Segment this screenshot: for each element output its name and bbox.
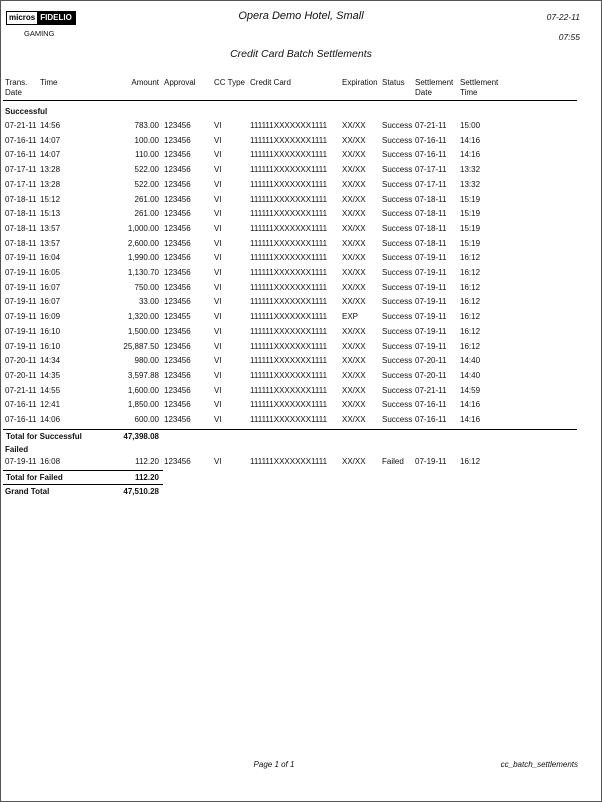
credit-card-cell: 111111XXXXXXX1111 xyxy=(250,179,328,189)
status-cell: Success xyxy=(382,385,413,395)
settlement-date-cell: 07-19-11 xyxy=(415,457,447,466)
cc-type-cell: VI xyxy=(214,312,222,322)
cc-type-cell: VI xyxy=(214,356,222,366)
status-cell: Success xyxy=(382,253,413,263)
table-row xyxy=(0,312,602,326)
settlement-time-cell: 16:12 xyxy=(460,341,481,351)
table-row xyxy=(0,342,602,356)
grand-total-amount: 47,510.28 xyxy=(123,487,159,496)
time-cell: 15:13 xyxy=(40,209,61,219)
section-failed-label: Failed xyxy=(5,445,29,454)
settlement-time-cell: 15:19 xyxy=(460,209,481,219)
status-cell: Success xyxy=(382,400,413,410)
table-row xyxy=(0,180,602,194)
approval-cell: 123456 xyxy=(164,356,191,366)
expiration-cell: XX/XX xyxy=(342,297,366,307)
trans-date-cell: 07-16-11 xyxy=(5,135,37,145)
col-amount: Amount xyxy=(131,78,159,87)
trans-date-cell: 07-17-11 xyxy=(5,165,37,175)
settlement-time-cell: 13:32 xyxy=(460,165,481,175)
settlement-date-cell: 07-18-11 xyxy=(415,209,447,219)
status-cell: Failed xyxy=(382,457,404,466)
settlement-time-cell: 16:12 xyxy=(460,297,481,307)
report-time: 07:55 xyxy=(558,32,580,42)
settlement-time-cell: 14:16 xyxy=(460,135,481,145)
table-row xyxy=(0,195,602,209)
approval-cell: 123456 xyxy=(164,268,191,277)
cc-type-cell: VI xyxy=(214,400,222,410)
amount-cell: 261.00 xyxy=(134,194,159,204)
time-cell: 14:07 xyxy=(40,135,61,145)
trans-date-cell: 07-21-11 xyxy=(5,121,37,130)
settlement-time-cell: 15:19 xyxy=(460,194,481,204)
settlement-date-cell: 07-21-11 xyxy=(415,385,447,395)
status-cell: Success xyxy=(382,121,413,130)
table-row xyxy=(0,121,602,135)
col-status: Status xyxy=(382,78,405,87)
table-row xyxy=(0,136,602,150)
cc-type-cell: VI xyxy=(214,179,222,189)
time-cell: 14:56 xyxy=(40,121,61,130)
credit-card-cell: 111111XXXXXXX1111 xyxy=(250,326,328,336)
table-row xyxy=(0,209,602,223)
table-row xyxy=(0,356,602,370)
time-cell: 14:34 xyxy=(40,356,61,366)
amount-cell: 1,850.00 xyxy=(127,400,159,410)
trans-date-cell: 07-18-11 xyxy=(5,209,37,219)
settlement-date-cell: 07-16-11 xyxy=(415,415,447,424)
trans-date-cell: 07-19-11 xyxy=(5,457,37,466)
settlement-time-cell: 14:16 xyxy=(460,150,481,160)
time-cell: 16:10 xyxy=(40,326,61,336)
amount-cell: 980.00 xyxy=(134,356,159,366)
expiration-cell: XX/XX xyxy=(342,223,366,233)
trans-date-cell: 07-21-11 xyxy=(5,385,37,395)
cc-type-cell: VI xyxy=(214,282,222,292)
status-cell: Success xyxy=(382,415,413,424)
status-cell: Success xyxy=(382,135,413,145)
settlement-time-cell: 16:12 xyxy=(460,268,481,277)
credit-card-cell: 111111XXXXXXX1111 xyxy=(250,385,328,395)
cc-type-cell: VI xyxy=(214,297,222,307)
status-cell: Success xyxy=(382,165,413,175)
expiration-cell: XX/XX xyxy=(342,150,366,160)
table-row xyxy=(0,224,602,238)
cc-type-cell: VI xyxy=(214,341,222,351)
trans-date-cell: 07-16-11 xyxy=(5,415,37,424)
successful-total-divider xyxy=(3,429,577,430)
trans-date-cell: 07-19-11 xyxy=(5,253,37,263)
time-cell: 13:57 xyxy=(40,238,61,248)
amount-cell: 1,130.70 xyxy=(127,268,159,277)
settlement-time-cell: 14:59 xyxy=(460,385,481,395)
approval-cell: 123456 xyxy=(164,238,191,248)
settlement-time-cell: 14:40 xyxy=(460,356,481,366)
time-cell: 16:07 xyxy=(40,282,61,292)
trans-date-cell: 07-19-11 xyxy=(5,282,37,292)
approval-cell: 123456 xyxy=(164,209,191,219)
time-cell: 16:05 xyxy=(40,268,61,277)
cc-type-cell: VI xyxy=(214,268,222,277)
settlement-date-cell: 07-19-11 xyxy=(415,253,447,263)
cc-type-cell: VI xyxy=(214,209,222,219)
settlement-time-cell: 16:12 xyxy=(460,282,481,292)
expiration-cell: XX/XX xyxy=(342,282,366,292)
cc-type-cell: VI xyxy=(214,194,222,204)
amount-cell: 522.00 xyxy=(134,165,159,175)
approval-cell: 123456 xyxy=(164,400,191,410)
cc-type-cell: VI xyxy=(214,326,222,336)
table-row xyxy=(0,386,602,400)
time-cell: 12:41 xyxy=(40,400,61,410)
settlement-time-cell: 14:16 xyxy=(460,400,481,410)
amount-cell: 1,600.00 xyxy=(127,385,159,395)
approval-cell: 123456 xyxy=(164,415,191,424)
status-cell: Success xyxy=(382,268,413,277)
status-cell: Success xyxy=(382,223,413,233)
trans-date-cell: 07-19-11 xyxy=(5,341,37,351)
table-row xyxy=(0,457,602,471)
cc-type-cell: VI xyxy=(214,135,222,145)
time-cell: 16:07 xyxy=(40,297,61,307)
approval-cell: 123456 xyxy=(164,282,191,292)
successful-total-amount: 47,398.08 xyxy=(123,432,159,441)
table-row xyxy=(0,283,602,297)
status-cell: Success xyxy=(382,312,413,322)
col-settlement-time: Settlement Time xyxy=(460,78,499,97)
credit-card-cell: 111111XXXXXXX1111 xyxy=(250,268,328,277)
credit-card-cell: 111111XXXXXXX1111 xyxy=(250,165,328,175)
expiration-cell: XX/XX xyxy=(342,179,366,189)
status-cell: Success xyxy=(382,238,413,248)
credit-card-cell: 111111XXXXXXX1111 xyxy=(250,282,328,292)
expiration-cell: XX/XX xyxy=(342,121,366,130)
time-cell: 16:04 xyxy=(40,253,61,263)
time-cell: 14:55 xyxy=(40,385,61,395)
settlement-date-cell: 07-16-11 xyxy=(415,400,447,410)
approval-cell: 123456 xyxy=(164,297,191,307)
col-time: Time xyxy=(40,78,58,87)
amount-cell: 25,887.50 xyxy=(123,341,159,351)
approval-cell: 123456 xyxy=(164,179,191,189)
col-approval: Approval xyxy=(164,78,196,87)
expiration-cell: XX/XX xyxy=(342,238,366,248)
expiration-cell: XX/XX xyxy=(342,326,366,336)
cc-type-cell: VI xyxy=(214,253,222,263)
approval-cell: 123456 xyxy=(164,165,191,175)
credit-card-cell: 111111XXXXXXX1111 xyxy=(250,135,328,145)
failed-total-amount: 112.20 xyxy=(134,473,159,482)
amount-cell: 100.00 xyxy=(134,135,159,145)
credit-card-cell: 111111XXXXXXX1111 xyxy=(250,238,328,248)
credit-card-cell: 111111XXXXXXX1111 xyxy=(250,356,328,366)
amount-cell: 3,597.88 xyxy=(127,370,159,380)
cc-type-cell: VI xyxy=(214,223,222,233)
cc-type-cell: VI xyxy=(214,121,222,130)
amount-cell: 522.00 xyxy=(134,179,159,189)
time-cell: 15:12 xyxy=(40,194,61,204)
logo-fidelio-text: FIDELIO xyxy=(37,12,75,24)
trans-date-cell: 07-20-11 xyxy=(5,356,37,366)
expiration-cell: XX/XX xyxy=(342,457,366,466)
col-settlement-date: Settlement Date xyxy=(415,78,454,97)
amount-cell: 110.00 xyxy=(135,150,159,160)
settlement-date-cell: 07-18-11 xyxy=(415,194,447,204)
settlement-date-cell: 07-21-11 xyxy=(415,121,447,130)
credit-card-cell: 111111XXXXXXX1111 xyxy=(250,121,328,130)
status-cell: Success xyxy=(382,209,413,219)
approval-cell: 123456 xyxy=(164,370,191,380)
approval-cell: 123456 xyxy=(164,253,191,263)
cc-type-cell: VI xyxy=(214,385,222,395)
expiration-cell: XX/XX xyxy=(342,253,366,263)
report-subtitle: GAMING xyxy=(24,29,55,38)
approval-cell: 123456 xyxy=(164,135,191,145)
trans-date-cell: 07-19-11 xyxy=(5,312,37,322)
amount-cell: 1,000.00 xyxy=(127,223,159,233)
settlement-time-cell: 16:12 xyxy=(460,253,481,263)
amount-cell: 1,990.00 xyxy=(127,253,159,263)
successful-total-label: Total for Successful xyxy=(6,432,82,441)
credit-card-cell: 111111XXXXXXX1111 xyxy=(250,150,328,160)
settlement-time-cell: 16:12 xyxy=(460,457,481,466)
amount-cell: 783.00 xyxy=(134,121,159,130)
approval-cell: 123456 xyxy=(164,341,191,351)
time-cell: 14:06 xyxy=(40,415,61,424)
settlement-time-cell: 16:12 xyxy=(460,312,481,322)
settlement-time-cell: 15:19 xyxy=(460,223,481,233)
trans-date-cell: 07-17-11 xyxy=(5,179,37,189)
expiration-cell: XX/XX xyxy=(342,194,366,204)
time-cell: 16:09 xyxy=(40,312,61,322)
col-credit-card: Credit Card xyxy=(250,78,291,87)
credit-card-cell: 111111XXXXXXX1111 xyxy=(250,341,328,351)
settlement-time-cell: 15:00 xyxy=(460,121,481,130)
trans-date-cell: 07-19-11 xyxy=(5,326,37,336)
status-cell: Success xyxy=(382,370,413,380)
approval-cell: 123456 xyxy=(164,385,191,395)
hotel-name: Opera Demo Hotel, Small xyxy=(238,10,364,22)
credit-card-cell: 111111XXXXXXX1111 xyxy=(250,194,328,204)
report-date: 07-22-11 xyxy=(546,12,580,22)
status-cell: Success xyxy=(382,341,413,351)
table-row xyxy=(0,268,602,282)
credit-card-cell: 111111XXXXXXX1111 xyxy=(250,400,328,410)
settlement-date-cell: 07-19-11 xyxy=(415,326,447,336)
settlement-date-cell: 07-18-11 xyxy=(415,223,447,233)
status-cell: Success xyxy=(382,150,413,160)
header-divider xyxy=(3,100,577,101)
amount-cell: 33.00 xyxy=(138,297,159,307)
status-cell: Success xyxy=(382,356,413,366)
logo-micros-text: micros xyxy=(9,13,36,22)
settlement-time-cell: 15:19 xyxy=(460,238,481,248)
cc-type-cell: VI xyxy=(214,370,222,380)
credit-card-cell: 111111XXXXXXX1111 xyxy=(250,457,328,466)
amount-cell: 1,320.00 xyxy=(127,312,159,322)
settlement-date-cell: 07-16-11 xyxy=(415,135,447,145)
amount-cell: 1,500.00 xyxy=(127,326,159,336)
trans-date-cell: 07-16-11 xyxy=(5,400,37,410)
table-row xyxy=(0,327,602,341)
expiration-cell: XX/XX xyxy=(342,135,366,145)
failed-total-label: Total for Failed xyxy=(6,473,63,482)
table-row xyxy=(0,253,602,267)
time-cell: 13:28 xyxy=(40,165,61,175)
report-file-name: cc_batch_settlements xyxy=(500,760,578,769)
table-row xyxy=(0,371,602,385)
credit-card-cell: 111111XXXXXXX1111 xyxy=(250,370,328,380)
expiration-cell: XX/XX xyxy=(342,385,366,395)
settlement-date-cell: 07-19-11 xyxy=(415,282,447,292)
table-row xyxy=(0,400,602,414)
settlement-time-cell: 13:32 xyxy=(460,179,481,189)
credit-card-cell: 111111XXXXXXX1111 xyxy=(250,415,328,424)
settlement-time-cell: 14:40 xyxy=(460,370,481,380)
col-expiration: Expiration xyxy=(342,78,378,87)
settlement-time-cell: 16:12 xyxy=(460,326,481,336)
settlement-date-cell: 07-19-11 xyxy=(415,341,447,351)
credit-card-cell: 111111XXXXXXX1111 xyxy=(250,297,328,307)
expiration-cell: XX/XX xyxy=(342,400,366,410)
report-title: Credit Card Batch Settlements xyxy=(230,48,372,60)
expiration-cell: EXP xyxy=(342,312,359,322)
expiration-cell: XX/XX xyxy=(342,165,366,175)
approval-cell: 123456 xyxy=(164,121,191,130)
amount-cell: 261.00 xyxy=(134,209,159,219)
table-row xyxy=(0,165,602,179)
time-cell: 16:08 xyxy=(40,457,61,466)
col-cc-type: CC Type xyxy=(214,78,245,87)
trans-date-cell: 07-16-11 xyxy=(5,150,37,160)
table-row xyxy=(0,150,602,164)
expiration-cell: XX/XX xyxy=(342,209,366,219)
grand-total-divider xyxy=(3,484,163,485)
status-cell: Success xyxy=(382,179,413,189)
amount-cell: 750.00 xyxy=(134,282,159,292)
table-row xyxy=(0,415,602,429)
table-row xyxy=(0,297,602,311)
expiration-cell: XX/XX xyxy=(342,415,366,424)
credit-card-cell: 111111XXXXXXX1111 xyxy=(250,312,328,322)
trans-date-cell: 07-18-11 xyxy=(5,223,37,233)
expiration-cell: XX/XX xyxy=(342,370,366,380)
settlement-date-cell: 07-18-11 xyxy=(415,238,447,248)
failed-total-divider xyxy=(3,470,163,471)
time-cell: 13:57 xyxy=(40,223,61,233)
settlement-date-cell: 07-20-11 xyxy=(415,356,447,366)
status-cell: Success xyxy=(382,194,413,204)
credit-card-cell: 111111XXXXXXX1111 xyxy=(250,209,328,219)
approval-cell: 123456 xyxy=(164,150,191,160)
approval-cell: 123456 xyxy=(164,223,191,233)
cc-type-cell: VI xyxy=(214,238,222,248)
expiration-cell: XX/XX xyxy=(342,356,366,366)
cc-type-cell: VI xyxy=(214,415,222,424)
settlement-date-cell: 07-17-11 xyxy=(415,179,447,189)
status-cell: Success xyxy=(382,282,413,292)
trans-date-cell: 07-18-11 xyxy=(5,194,37,204)
expiration-cell: XX/XX xyxy=(342,268,366,277)
col-trans-date: Trans. Date xyxy=(5,78,28,97)
expiration-cell: XX/XX xyxy=(342,341,366,351)
approval-cell: 123456 xyxy=(164,194,191,204)
time-cell: 14:07 xyxy=(40,150,61,160)
cc-type-cell: VI xyxy=(214,150,222,160)
cc-type-cell: VI xyxy=(214,457,222,466)
status-cell: Success xyxy=(382,326,413,336)
approval-cell: 123456 xyxy=(164,326,191,336)
credit-card-cell: 111111XXXXXXX1111 xyxy=(250,223,328,233)
amount-cell: 112.20 xyxy=(135,457,159,466)
settlement-date-cell: 07-19-11 xyxy=(415,268,447,277)
settlement-time-cell: 14:16 xyxy=(460,415,481,424)
settlement-date-cell: 07-19-11 xyxy=(415,297,447,307)
table-row xyxy=(0,239,602,253)
section-successful-label: Successful xyxy=(5,107,48,116)
amount-cell: 2,600.00 xyxy=(127,238,159,248)
trans-date-cell: 07-19-11 xyxy=(5,268,37,277)
cc-type-cell: VI xyxy=(214,165,222,175)
trans-date-cell: 07-19-11 xyxy=(5,297,37,307)
time-cell: 14:35 xyxy=(40,370,61,380)
time-cell: 13:28 xyxy=(40,179,61,189)
settlement-date-cell: 07-17-11 xyxy=(415,165,447,175)
credit-card-cell: 111111XXXXXXX1111 xyxy=(250,253,328,263)
grand-total-label: Grand Total xyxy=(5,487,50,496)
trans-date-cell: 07-18-11 xyxy=(5,238,37,248)
status-cell: Success xyxy=(382,297,413,307)
approval-cell: 123456 xyxy=(164,457,191,466)
settlement-date-cell: 07-19-11 xyxy=(415,312,447,322)
settlement-date-cell: 07-16-11 xyxy=(415,150,447,160)
trans-date-cell: 07-20-11 xyxy=(5,370,37,380)
approval-cell: 123455 xyxy=(164,312,191,322)
page-number: Page 1 of 1 xyxy=(253,760,295,769)
amount-cell: 600.00 xyxy=(134,415,159,424)
settlement-date-cell: 07-20-11 xyxy=(415,370,447,380)
time-cell: 16:10 xyxy=(40,341,61,351)
